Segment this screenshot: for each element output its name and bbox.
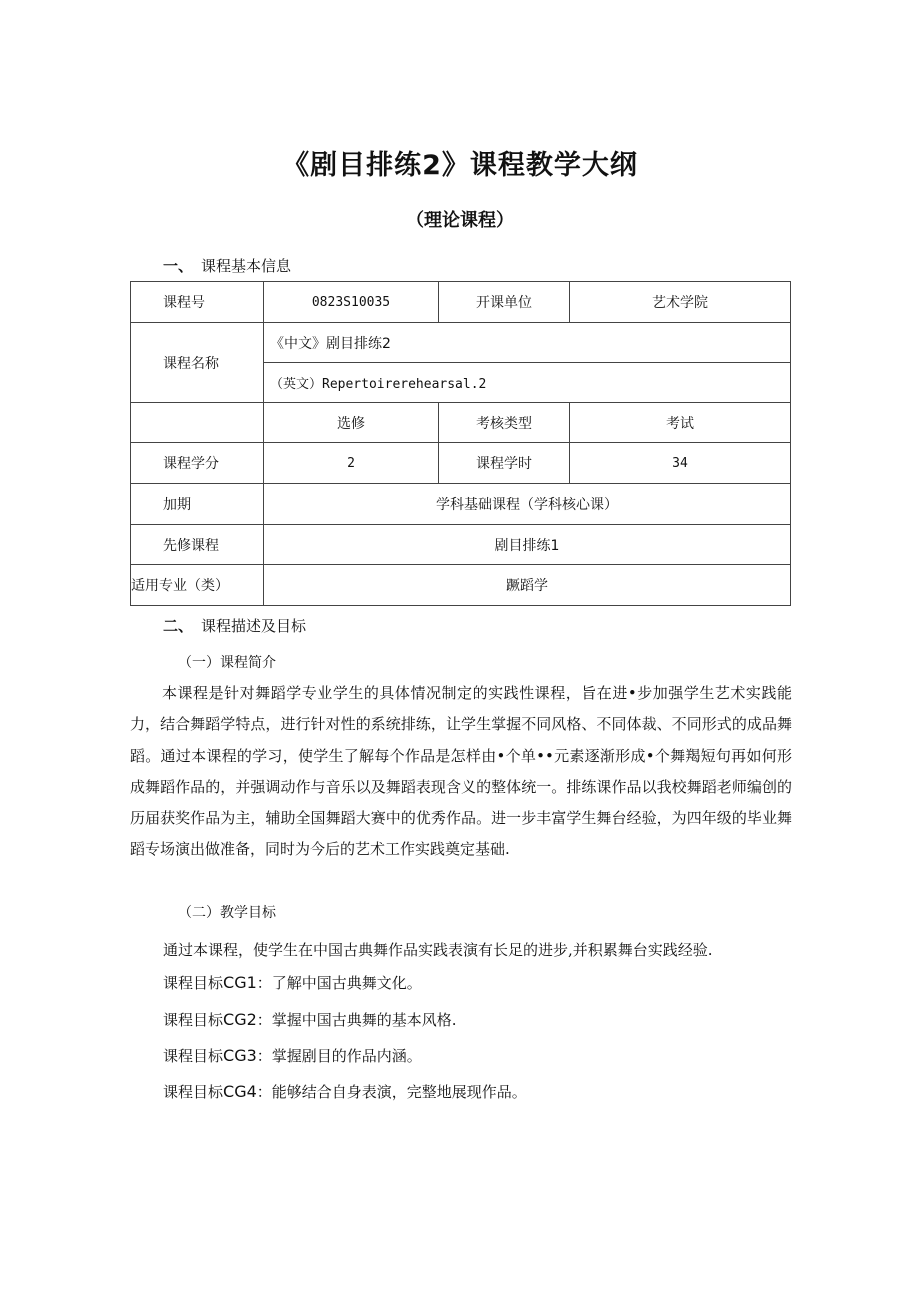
course-name-en: （英文）Repertoirerehearsal.2 bbox=[264, 363, 791, 403]
goal-label: 课程目标 bbox=[163, 1047, 224, 1065]
goal-code: CG4 bbox=[223, 1082, 257, 1101]
course-name-cn: 《中文》剧目排练2 bbox=[264, 323, 791, 363]
goal-item-cg1 bbox=[163, 973, 422, 993]
goal-text: ：了解中国古典舞文化。 bbox=[256, 974, 422, 992]
course-no-label: 课程号 bbox=[131, 282, 264, 323]
table-row bbox=[131, 484, 791, 525]
section-heading-basic-info bbox=[163, 256, 291, 276]
section-heading-description bbox=[163, 616, 306, 636]
credit-label: 课程学分 bbox=[131, 443, 264, 484]
hours-value: 34 bbox=[570, 443, 791, 484]
section-number: 一、 bbox=[163, 257, 194, 275]
course-info-table bbox=[130, 281, 791, 606]
section-title: 课程基本信息 bbox=[201, 257, 292, 275]
goal-text: ：能够结合自身表演，完整地展现作品。 bbox=[256, 1083, 527, 1101]
goals-intro: 通过本课程，使学生在中国古典舞作品实践表演有长足的进步,并积累舞台实践经验. bbox=[163, 941, 713, 959]
period-label: 加期 bbox=[131, 484, 264, 525]
document-subtitle: （理论课程） bbox=[406, 210, 514, 231]
goal-item-cg4 bbox=[163, 1082, 527, 1102]
table-row bbox=[131, 443, 791, 484]
goal-code: CG1 bbox=[223, 973, 257, 992]
table-row bbox=[131, 403, 791, 443]
goals-heading: （二）教学目标 bbox=[178, 905, 276, 921]
hours-label: 课程学时 bbox=[439, 443, 570, 484]
unit-value: 艺术学院 bbox=[570, 282, 791, 323]
goal-item-cg2 bbox=[163, 1010, 457, 1030]
course-no-value: 0823S10035 bbox=[264, 282, 439, 323]
section-title: 课程描述及目标 bbox=[201, 617, 307, 635]
goal-code: CG2 bbox=[223, 1010, 257, 1029]
document-title: 《剧目排练2》课程教学大纲 bbox=[282, 150, 638, 181]
table-row bbox=[131, 282, 791, 323]
section-number: 二、 bbox=[163, 617, 194, 635]
unit-label: 开课单位 bbox=[439, 282, 570, 323]
intro-heading: （一）课程简介 bbox=[178, 655, 276, 671]
intro-paragraph: 本课程是针对舞蹈学专业学生的具体情况制定的实践性课程，旨在进•步加强学生艺术实践能力，结合舞蹈学特点，进行针对性的系统排练，让学生掌握不同风格、不同体裁、不同形式的成品舞蹈。通过本课程的学习，使学生了解每个作品是怎样由•个单••元素逐渐形成•个舞羯短句再如何形成舞蹈作品的，并强调动作与音乐以及舞蹈表现含义的整体统一。排练课作品以我校舞蹈老师编创的历届获奖作品为主，辅助全国舞蹈大赛中的优秀作品。进一步丰富学生舞台经验，为四年级的毕业舞蹈专场演出做准备，同时为今后的艺术工作实践奠定基础. bbox=[130, 684, 792, 859]
goal-code: CG3 bbox=[223, 1046, 257, 1065]
credit-value: 2 bbox=[264, 443, 439, 484]
major-label: 适用专业（类） bbox=[131, 565, 264, 606]
goal-label: 课程目标 bbox=[163, 1011, 224, 1029]
major-value: 蹶蹈学 bbox=[264, 565, 791, 606]
table-row bbox=[131, 323, 791, 363]
course-name-label: 课程名称 bbox=[131, 323, 264, 403]
prereq-label: 先修课程 bbox=[131, 525, 264, 565]
course-type-value: 选修 bbox=[264, 403, 439, 443]
empty-cell bbox=[131, 403, 264, 443]
goal-text: ：掌握中国古典舞的基本风格. bbox=[256, 1011, 457, 1029]
goal-text: ：掌握剧目的作品内涵。 bbox=[256, 1047, 422, 1065]
table-row bbox=[131, 565, 791, 606]
goal-item-cg3 bbox=[163, 1046, 422, 1066]
period-value: 学科基础课程（学科核心课） bbox=[264, 484, 791, 525]
table-row bbox=[131, 525, 791, 565]
prereq-value: 剧目排练1 bbox=[264, 525, 791, 565]
assess-label: 考核类型 bbox=[439, 403, 570, 443]
assess-value: 考试 bbox=[570, 403, 791, 443]
goal-label: 课程目标 bbox=[163, 974, 224, 992]
goal-label: 课程目标 bbox=[163, 1083, 224, 1101]
